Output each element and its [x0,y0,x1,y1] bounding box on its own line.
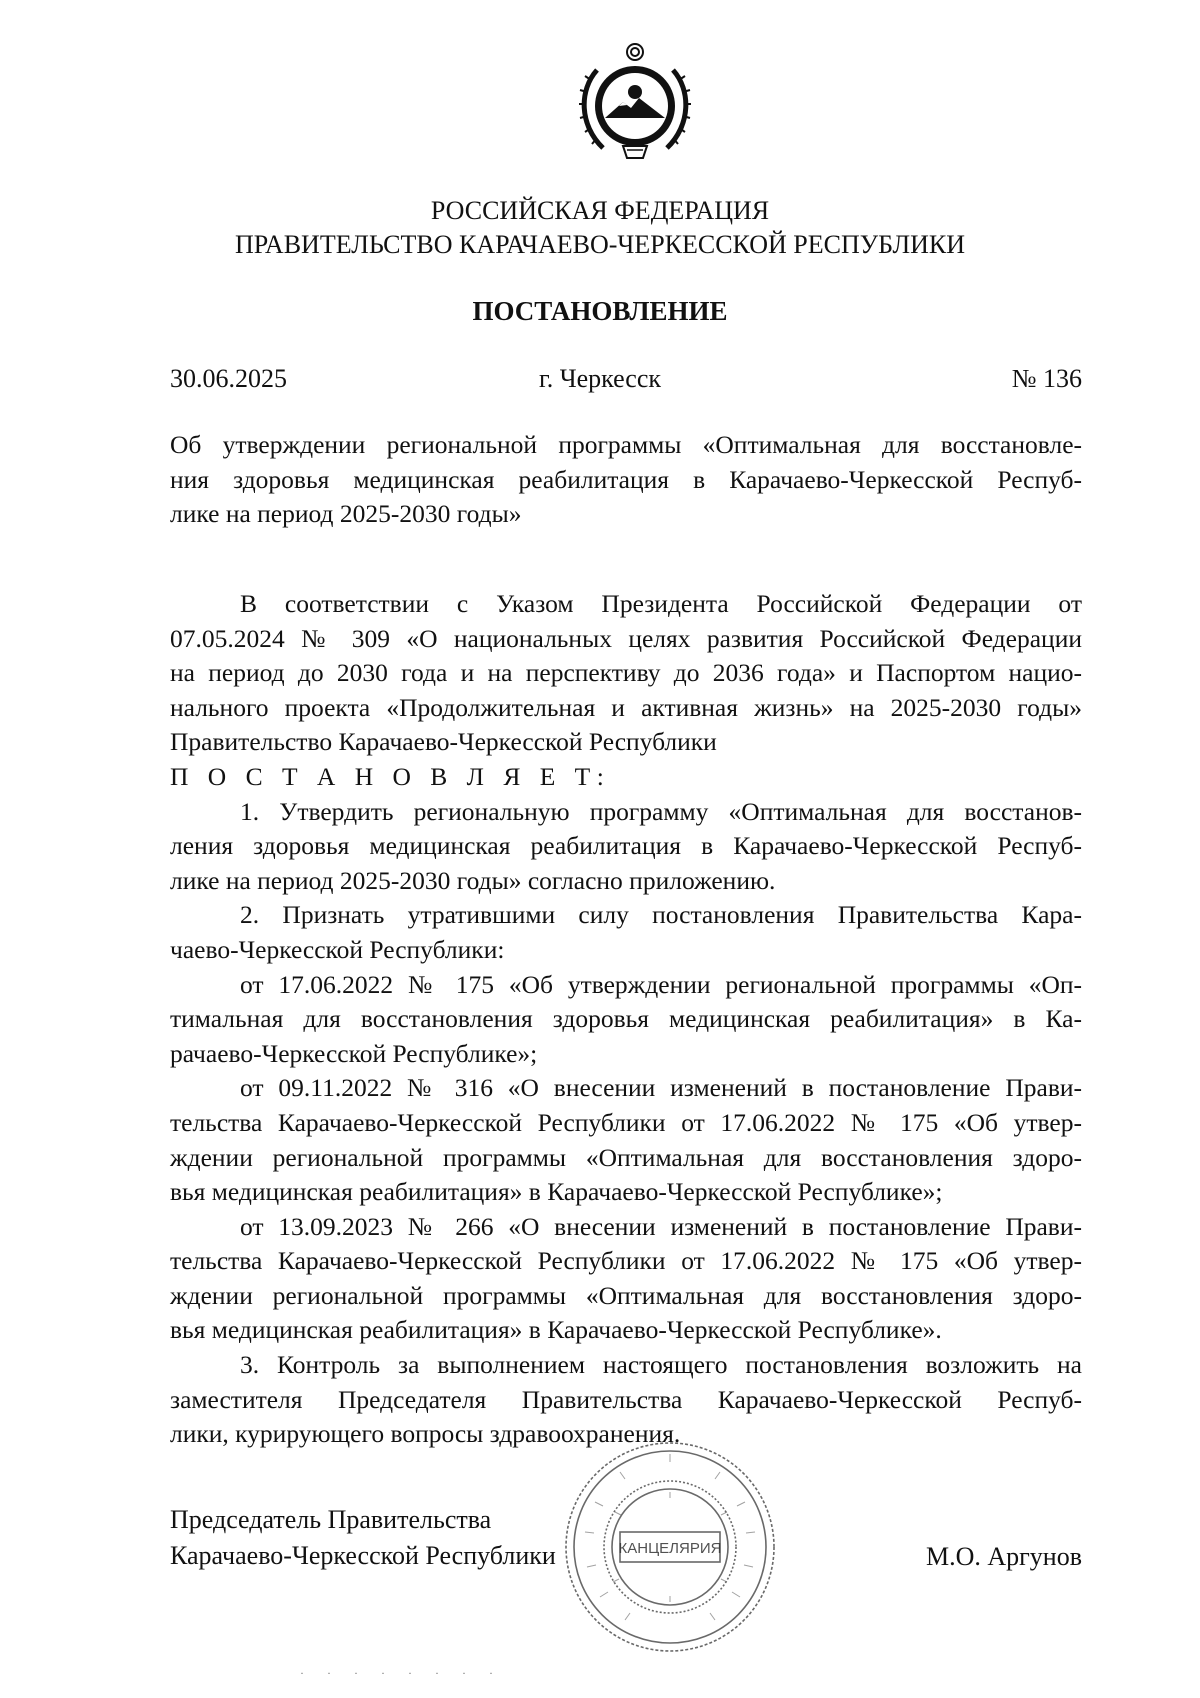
document-type-title: ПОСТАНОВЛЕНИЕ [472,296,728,326]
body-line: Правительство Карачаево-Черкесской Республики [170,727,717,757]
document-city: г. Черкесск [538,364,662,393]
header-government: ПРАВИТЕЛЬСТВО КАРАЧАЕВО-ЧЕРКЕССКОЙ РЕСПУБЛИКИ [235,230,965,259]
document-date: 30.06.2025 [170,364,287,393]
body-line: 1. Утвердить региональную программу «Оптимальная для восстанов- [240,796,1082,826]
official-stamp [555,1432,785,1662]
body-line: 07.05.2024 № 309 «О национальных целях развития Российской Федерации [170,623,1082,653]
signatory-name: М.О. Аргунов [925,1542,1082,1571]
body-line: ждении региональной программы «Оптимальная для восстановления здоро- [170,1280,1082,1310]
body-line: тельства Карачаево-Черкесской Республики от 17.06.2022 № 175 «Об утвер- [170,1107,1082,1137]
signatory-position-line: Карачаево-Черкесской Республики [170,1541,556,1570]
document-subject [170,428,1082,532]
header-country: РОССИЙСКАЯ ФЕДЕРАЦИЯ [430,196,770,225]
stamp-center-text: КАНЦЕЛЯРИЯ [618,1540,722,1557]
body-line: лики, курирующего вопросы здравоохранения. [170,1419,681,1449]
document-body [170,587,1082,1452]
body-line: от 09.11.2022 № 316 «О внесении изменений в постановление Прави- [240,1073,1082,1103]
body-line: ждении региональной программы «Оптимальная для восстановления здоро- [170,1142,1082,1172]
body-line: лике на период 2025-2030 годы» согласно приложению. [170,865,776,895]
signatory-position-line: Председатель Правительства [170,1505,492,1534]
resolution-word: П О С Т А Н О В Л Я Е Т: [170,761,611,791]
body-line: 2. Признать утратившими силу постановления Правительства Кара- [240,900,1082,930]
body-line: вья медицинская реабилитация» в Карачаево-Черкесской Республике»; [170,1177,943,1207]
scan-artifact: · · · · · · · · [300,1666,503,1680]
body-line: от 17.06.2022 № 175 «Об утверждении региональной программы «Оп- [240,969,1082,999]
body-line: тимальная для восстановления здоровья медицинская реабилитация» в Ка- [170,1004,1082,1034]
body-line: В соответствии с Указом Президента Российской Федерации от [240,589,1082,618]
body-line: нального проекта «Продолжительная и активная жизнь» на 2025-2030 годы» [170,692,1082,722]
signatory-position [170,1502,556,1574]
body-line: чаево-Черкесской Республики: [170,934,505,964]
body-line: вья медицинская реабилитация» в Карачаево-Черкесской Республике». [170,1315,942,1345]
subject-line: ния здоровья медицинская реабилитация в Карачаево-Черкесской Респуб- [170,464,1082,494]
subject-line: лике на период 2025-2030 годы» [170,499,522,529]
coat-of-arms-emblem [565,40,705,170]
body-line: на период до 2030 года и на перспективу до 2036 года» и Паспортом нацио- [170,658,1082,688]
body-line: заместителя Председателя Правительства Карачаево-Черкесской Респуб- [170,1384,1082,1414]
subject-line: Об утверждении региональной программы «Оптимальная для восстановле- [170,430,1082,459]
body-line: 3. Контроль за выполнением настоящего постановления возложить на [240,1350,1082,1380]
body-line: тельства Карачаево-Черкесской Республики от 17.06.2022 № 175 «Об утвер- [170,1246,1082,1276]
body-line: рачаево-Черкесской Республике»; [170,1038,538,1068]
body-line: ления здоровья медицинская реабилитация в Карачаево-Черкесской Респуб- [170,831,1082,861]
body-line: от 13.09.2023 № 266 «О внесении изменений в постановление Прави- [240,1211,1082,1241]
document-number: № 136 [1011,364,1082,393]
